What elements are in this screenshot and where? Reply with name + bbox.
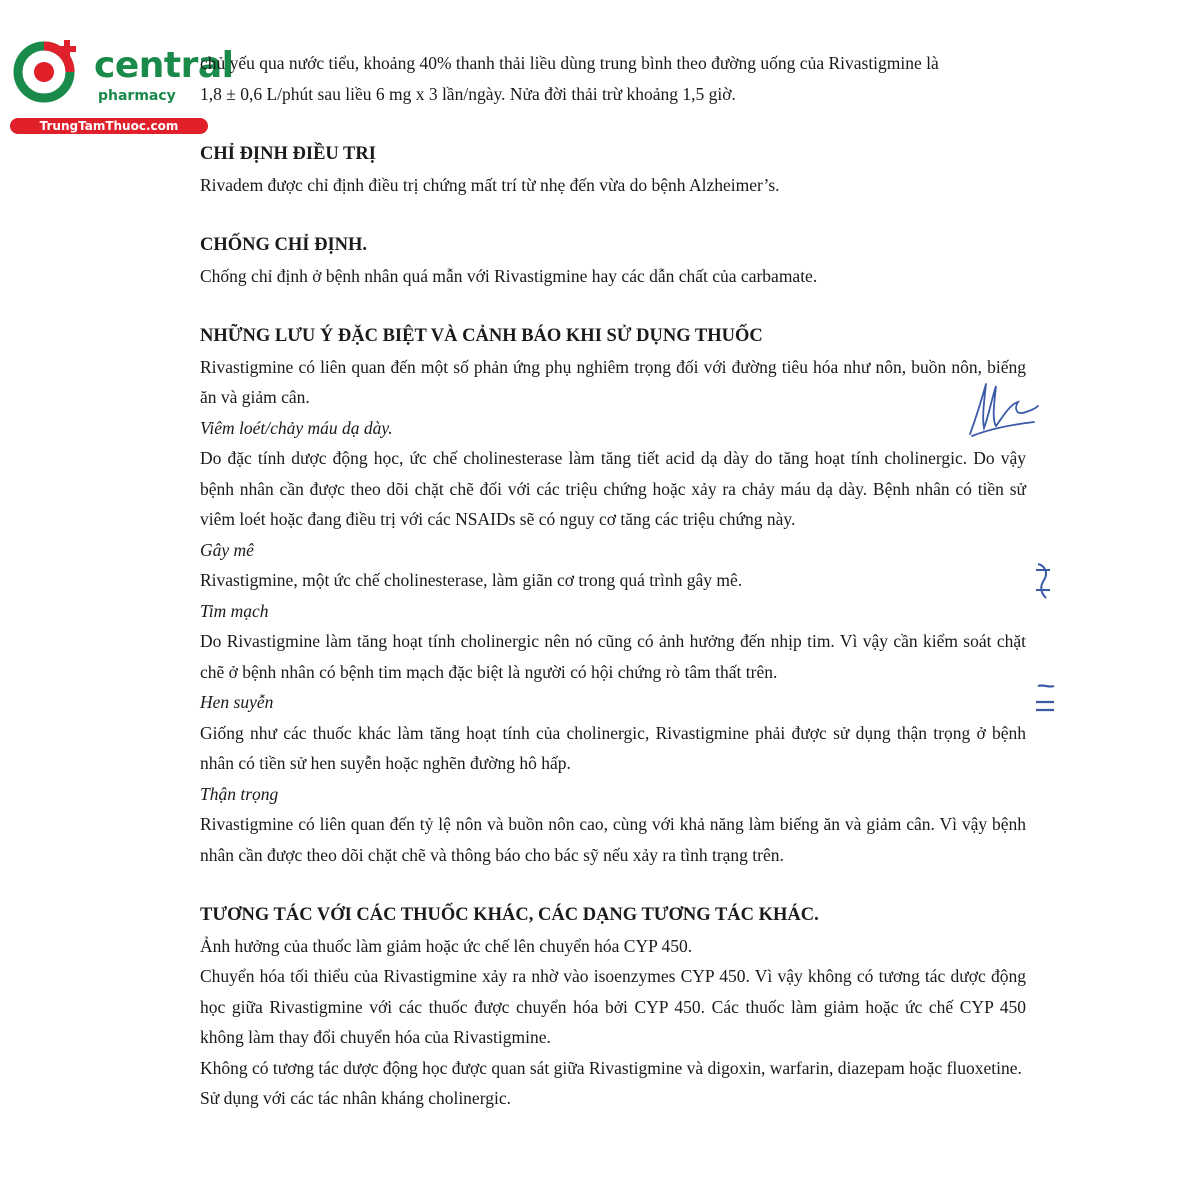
document-body <box>200 48 1026 1114</box>
subheading-caution: Thận trọng <box>200 783 279 804</box>
subheading-asthma: Hen suyễn <box>200 692 274 712</box>
interactions-text-1: Ảnh hưởng của thuốc làm giảm hoặc ức chế lên chuyển hóa CYP 450. <box>200 935 693 956</box>
cardiac-text: Do Rivastigmine làm tăng hoạt tính cholinergic nên nó cũng có ảnh hưởng đến nhịp tim. Vì vậy cần kiểm soát chặt chẽ ở bệnh nhân có bệnh tim mạch đặc biệt là người có hội chứng rò tâm thất trên. <box>200 631 1026 682</box>
intro-line-1: chủ yếu qua nước tiểu, khoảng 40% thanh thải liều dùng trung bình theo đường uống của Rivastigmine là <box>200 53 939 73</box>
section-interactions-title: TƯƠNG TÁC VỚI CÁC THUỐC KHÁC, CÁC DẠNG TƯƠNG TÁC KHÁC. <box>200 905 819 925</box>
warnings-intro-text: Rivastigmine có liên quan đến một số phản ứng phụ nghiêm trọng đối với đường tiêu hóa như nôn, buồn nôn, biếng ăn và giảm cân. <box>200 356 1026 407</box>
handwritten-signature-icon <box>962 378 1042 438</box>
caution-text: Rivastigmine có liên quan đến tỷ lệ nôn và buồn nôn cao, cùng với khả năng làm biếng ăn và giảm cân. Vì vậy bệnh nhân cần được theo dõi chặt chẽ và thông báo cho bác sỹ nếu xảy ra tình trạng trên. <box>200 814 1026 865</box>
subheading-cardiac: Tim mạch <box>200 600 269 621</box>
section-indications-title: CHỈ ĐỊNH ĐIỀU TRỊ <box>200 144 376 164</box>
subheading-ulcer: Viêm loét/chảy máu dạ dày. <box>200 417 393 438</box>
stamp-mark-icon-2 <box>1034 682 1058 722</box>
interactions-text-3: Không có tương tác dược động học được quan sát giữa Rivastigmine và digoxin, warfarin, diazepam hoặc fluoxetine. <box>200 1057 1022 1078</box>
central-pharmacy-logo[interactable] <box>10 36 234 136</box>
interactions-text-2: Chuyển hóa tối thiểu của Rivastigmine xảy ra nhờ vào isoenzymes CYP 450. Vì vậy không có tương tác dược động học giữa Rivastigmine với các thuốc được chuyển hóa bởi CYP 450. Các thuốc làm giảm hoặc ức chế CYP 450 không làm thay đổi chuyển hóa của Rivastigmine. <box>200 966 1026 1047</box>
logo-brand-text: central <box>94 45 234 86</box>
section-contraindications-text: Chống chỉ định ở bệnh nhân quá mẫn với Rivastigmine hay các dẫn chất của carbamate. <box>200 265 818 286</box>
subheading-anesthesia: Gây mê <box>200 539 254 560</box>
ulcer-text: Do đặc tính dược động học, ức chế cholinesterase làm tăng tiết acid dạ dày do tăng hoạt tính cholinergic. Do vậy bệnh nhân cần được theo dõi chặt chẽ đối với các triệu chứng hoặc xảy ra chảy máu dạ dày. Bệnh nhân có tiền sử viêm loét hoặc đang điều trị với các NSAIDs sẽ có nguy cơ tăng các triệu chứng này. <box>200 448 1026 529</box>
intro-line-2: 1,8 ± 0,6 L/phút sau liều 6 mg x 3 lần/ngày. Nửa đời thải trừ khoảng 1,5 giờ. <box>200 83 736 104</box>
logo-mark-icon <box>10 36 94 116</box>
anesthesia-text: Rivastigmine, một ức chế cholinesterase, làm giãn cơ trong quá trình gây mê. <box>200 570 743 590</box>
logo-site-url[interactable]: TrungTamThuoc.com <box>10 118 208 134</box>
section-warnings-title: NHỮNG LƯU Ý ĐẶC BIỆT VÀ CẢNH BÁO KHI SỬ DỤNG THUỐC <box>200 326 763 346</box>
interactions-text-4: Sử dụng với các tác nhân kháng cholinergic. <box>200 1088 511 1108</box>
stamp-mark-icon <box>1032 560 1056 604</box>
asthma-text: Giống như các thuốc khác làm tăng hoạt tính của cholinergic, Rivastigmine phải được sử dụng thận trọng ở bệnh nhân có tiền sử hen suyễn hoặc nghẽn đường hô hấp. <box>200 722 1026 773</box>
logo-sub-text: pharmacy <box>98 88 176 104</box>
section-contraindications-title: CHỐNG CHỈ ĐỊNH. <box>200 235 368 255</box>
section-indications-text: Rivadem được chỉ định điều trị chứng mất trí từ nhẹ đến vừa do bệnh Alzheimer’s. <box>200 174 780 195</box>
